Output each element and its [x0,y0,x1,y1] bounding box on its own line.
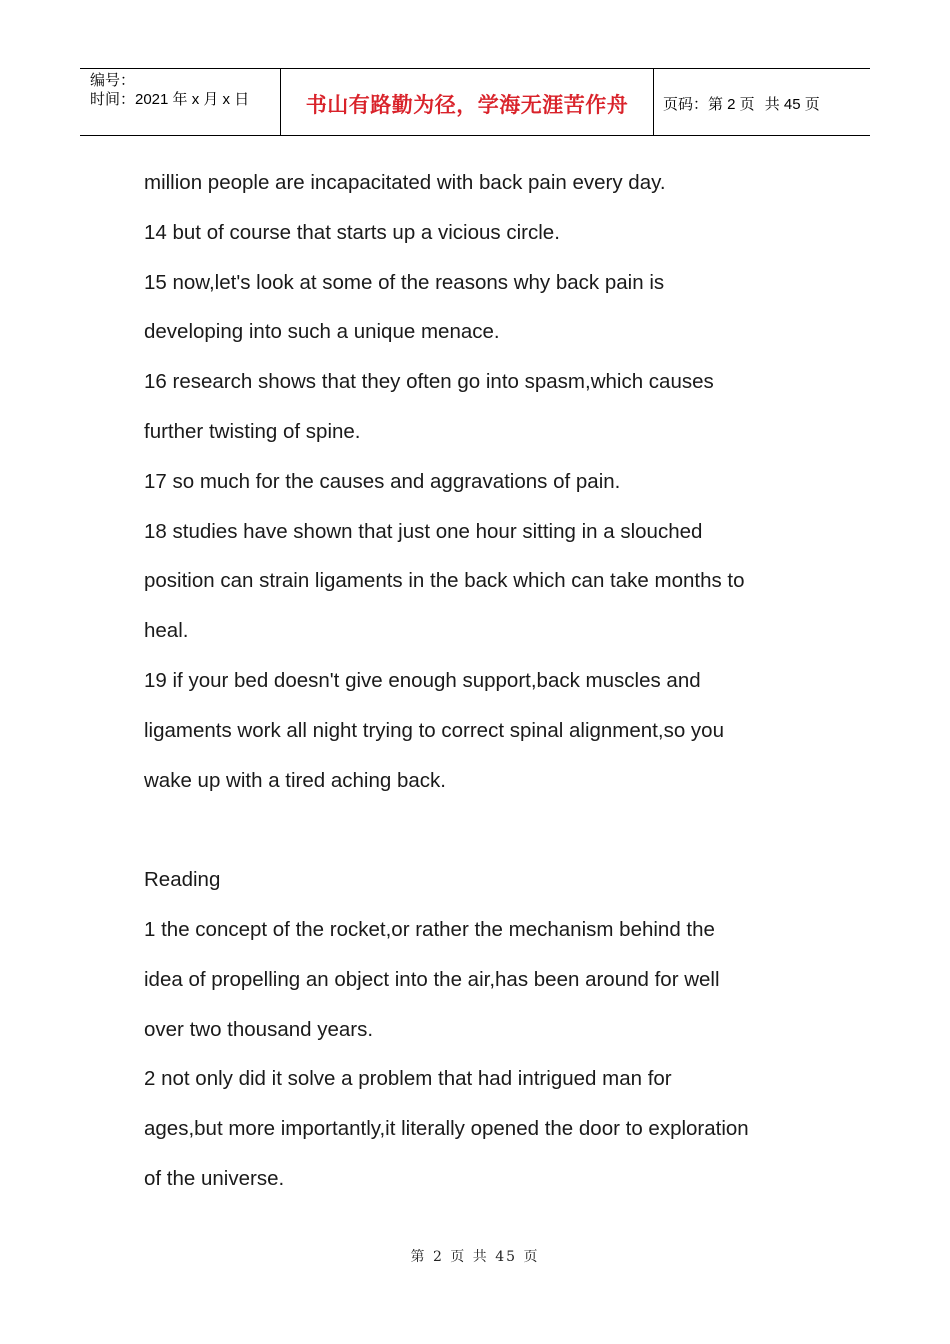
header-motto [281,69,654,135]
text-line: ligaments work all night trying to correct spinal alignment,so you [144,718,724,742]
text-line: million people are incapacitated with back pain every day. [144,171,666,194]
text-line: position can strain ligaments in the back which can take months to [144,569,745,593]
text-line: 18 studies have shown that just one hour sitting in a slouched [144,519,703,543]
time-label: 时间：2021 年 x 月 x 日 [90,91,250,108]
blank-line [144,805,824,855]
text-line: 16 research shows that they often go into spasm,which causes [144,370,714,394]
motto-text: 书山有路勤为径，学海无涯苦作舟 [305,94,629,117]
section-heading: Reading [144,868,221,892]
header-meta [80,69,281,135]
page-header [80,68,870,136]
text-line: 19 if your bed doesn't give enough support,back muscles and [144,668,701,692]
page-footer [0,1246,950,1266]
text-line: over two thousand years. [144,1017,374,1041]
total-label: 共 45 页 [764,95,820,113]
text-line: of the universe. [144,1166,285,1190]
text-line: 1 the concept of the rocket,or rather the mechanism behind the [144,917,715,941]
footer-page-number: 第 2 页 共 45 页 [410,1249,540,1265]
text-line: idea of propelling an object into the air,has been around for well [144,967,720,991]
text-line: further twisting of spine. [144,419,361,443]
text-line: ages,but more importantly,it literally opened the door to exploration [144,1117,749,1141]
text-line: 17 so much for the causes and aggravations of pain. [144,469,621,493]
document-body [144,158,824,1204]
page-label: 页码：第 2 页 [663,95,755,113]
text-line: developing into such a unique menace. [144,320,500,344]
header-page-info [654,69,870,135]
text-line: wake up with a tired aching back. [144,768,446,792]
text-line: 14 but of course that starts up a vicious circle. [144,220,560,244]
number-label: 编号： [90,72,136,89]
text-line: 15 now,let's look at some of the reasons why back pain is [144,270,665,294]
text-line: 2 not only did it solve a problem that had intrigued man for [144,1067,672,1091]
text-line: heal. [144,619,189,643]
